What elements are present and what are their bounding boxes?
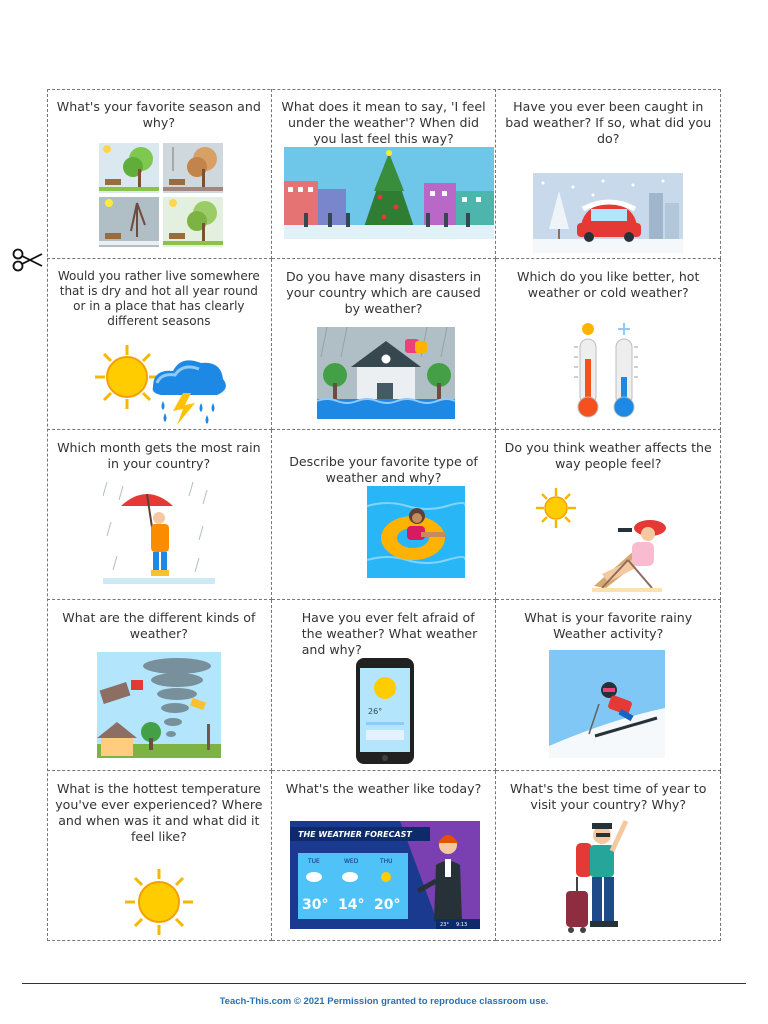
hot-and-cold-thermometers-icon: [568, 321, 648, 421]
traveler-with-suitcase-icon: [564, 815, 644, 937]
card-2: [272, 89, 497, 259]
car-in-snowstorm-icon: [533, 173, 683, 253]
card-question: Which do you like better, hot weather or cold weather?: [517, 269, 700, 301]
ticker-time: 9:13: [455, 921, 467, 928]
card-3: [496, 89, 721, 259]
woman-on-pool-float-icon: [367, 486, 465, 578]
forecast-temp-3: 20°: [373, 896, 401, 913]
card-question: What are the different kinds of weather?: [62, 610, 256, 642]
card-15: [496, 771, 721, 941]
weather-forecast-presenter-icon: [290, 821, 480, 929]
forecast-day-1: TUE: [307, 857, 320, 865]
card-5: [272, 259, 497, 429]
forecast-day-3: THU: [379, 857, 393, 865]
card-question: What's your favorite season and why?: [56, 99, 261, 130]
card-11: [272, 600, 497, 770]
tornado-icon: [97, 652, 221, 758]
flooded-house-icon: [317, 327, 455, 419]
weather-app-phone-icon: [356, 658, 414, 764]
card-13: [47, 771, 272, 941]
card-question: What is the hottest temperature you've ever experienced? Where and when was it and what did it feel like?: [55, 780, 263, 844]
ticker-temperature: 23°: [439, 921, 449, 928]
card-4: [47, 259, 272, 429]
card-1: [47, 89, 272, 259]
forecast-day-2: WED: [343, 857, 359, 865]
phone-temperature: 26°: [367, 707, 382, 717]
card-question: Which month gets the most rain in your country?: [57, 439, 261, 471]
card-question: Would you rather live somewhere that is dry and hot all year round or in a place that has clearly different seasons: [57, 269, 260, 329]
four-seasons-park-icon: [97, 141, 225, 249]
scissors-icon: [12, 247, 44, 273]
card-12: [496, 600, 721, 770]
card-question: What's the best time of year to visit your country? Why?: [510, 780, 707, 812]
card-10: [47, 600, 272, 770]
footer-copyright: Teach-This.com © 2021 Permission granted to reproduce classroom use.: [219, 996, 549, 1007]
person-with-umbrella-in-rain-icon: [103, 482, 215, 588]
card-question: Have you ever been caught in bad weather? If so, what did you do?: [505, 99, 712, 146]
conversation-card-grid: [47, 89, 721, 941]
card-question: Describe your favorite type of weather and why?: [289, 453, 478, 485]
footer-divider: [22, 983, 746, 984]
card-question: Have you ever felt afraid of the weather? What weather and why?: [301, 610, 478, 658]
card-question: What does it mean to say, 'I feel under the weather'? When did you last feel this way?: [281, 99, 486, 146]
card-9: [496, 430, 721, 600]
card-question: What is your favorite rainy Weather activity?: [524, 610, 693, 642]
card-8: [272, 430, 497, 600]
sun-icon: [123, 867, 195, 937]
card-question: Do you have many disasters in your country which are caused by weather?: [285, 269, 482, 317]
forecast-title: THE WEATHER FORECAST: [297, 829, 412, 839]
sun-and-storm-cloud-icon: [91, 341, 231, 425]
forecast-temp-1: 30°: [301, 896, 329, 913]
forecast-temp-2: 14°: [337, 896, 365, 913]
card-7: [47, 430, 272, 600]
skier-icon: [549, 650, 665, 758]
woman-sunbathing-icon: [532, 484, 682, 596]
card-6: [496, 259, 721, 429]
card-question: What's the weather like today?: [285, 780, 482, 796]
winter-town-christmas-tree-icon: [284, 147, 494, 239]
card-question: Do you think weather affects the way people feel?: [504, 439, 712, 471]
card-14: [272, 771, 497, 941]
